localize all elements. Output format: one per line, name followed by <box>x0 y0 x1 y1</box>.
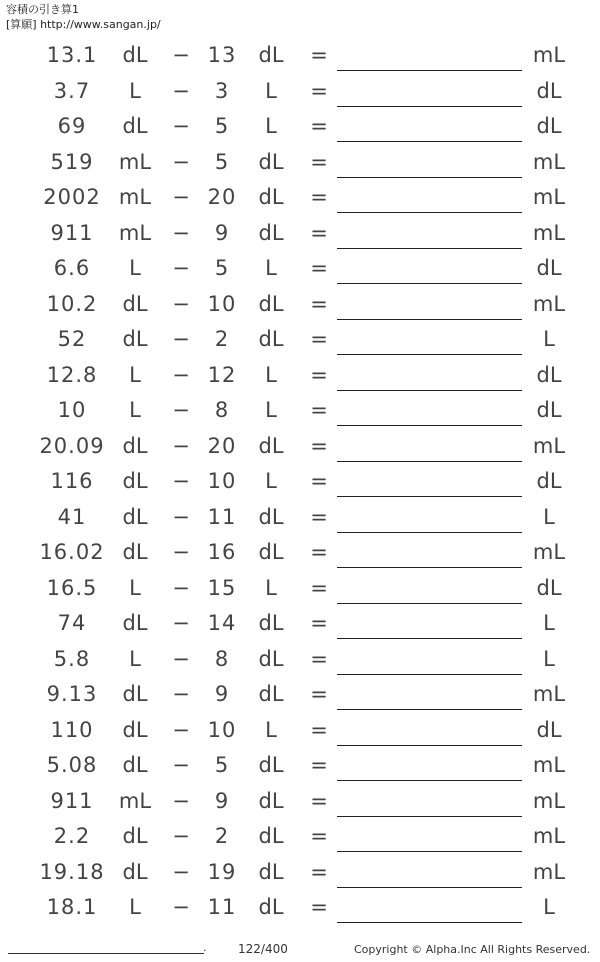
problem-row <box>0 642 600 678</box>
problem-row <box>0 571 600 607</box>
answer-blank[interactable] <box>337 106 522 107</box>
subtrahend-unit: L <box>265 575 277 600</box>
minus-sign: − <box>172 398 190 422</box>
name-blank-line[interactable] <box>8 953 204 954</box>
minuend-value: 5.08 <box>46 753 98 777</box>
subtrahend-value: 19 <box>207 859 237 884</box>
problem-row <box>0 855 600 891</box>
subtrahend-unit: dL <box>258 682 284 706</box>
minuend-value: 19.18 <box>39 859 105 884</box>
problem-row <box>0 145 600 181</box>
subtrahend-value: 15 <box>207 575 237 600</box>
equals-sign: = <box>310 114 328 138</box>
answer-blank[interactable] <box>337 638 522 639</box>
answer-unit: L <box>543 895 555 919</box>
subtrahend-value: 9 <box>214 220 230 245</box>
equals-sign: = <box>310 469 328 493</box>
equals-sign: = <box>310 824 328 848</box>
minuend-value: 10 <box>57 398 87 422</box>
subtrahend-value: 11 <box>207 895 237 919</box>
minuend-unit: mL <box>118 788 152 813</box>
answer-blank[interactable] <box>337 390 522 391</box>
subtrahend-unit: L <box>265 362 277 387</box>
minuend-unit: L <box>129 895 141 919</box>
minuend-unit: dL <box>122 611 148 635</box>
minuend-value: 16.02 <box>39 540 105 564</box>
answer-unit: mL <box>532 291 566 316</box>
answer-unit: mL <box>532 753 566 777</box>
minuend-value: 69 <box>57 114 87 138</box>
equals-sign: = <box>310 788 328 813</box>
equals-sign: = <box>310 78 328 103</box>
subtrahend-value: 5 <box>214 256 230 280</box>
minuend-value: 16.5 <box>46 575 98 600</box>
footer <box>0 938 600 962</box>
subtrahend-value: 11 <box>207 504 237 529</box>
equals-sign: = <box>310 433 328 458</box>
subtrahend-value: 2 <box>214 327 230 351</box>
problem-row <box>0 713 600 749</box>
subtrahend-value: 10 <box>207 469 237 493</box>
problem-row <box>0 464 600 500</box>
answer-blank[interactable] <box>337 70 522 71</box>
subtrahend-unit: dL <box>258 327 284 351</box>
subtrahend-unit: L <box>265 717 277 742</box>
minuend-value: 12.8 <box>46 362 98 387</box>
answer-unit: L <box>543 504 555 529</box>
minuend-unit: dL <box>122 824 148 848</box>
answer-unit: dL <box>536 469 562 493</box>
answer-unit: mL <box>532 433 566 458</box>
subtrahend-unit: dL <box>258 753 284 777</box>
subtrahend-unit: dL <box>258 611 284 635</box>
subtrahend-value: 8 <box>214 646 230 671</box>
subtrahend-value: 9 <box>214 682 230 706</box>
subtrahend-value: 14 <box>207 611 237 635</box>
minuend-value: 911 <box>50 220 94 245</box>
answer-unit: mL <box>532 859 566 884</box>
answer-unit: L <box>543 646 555 671</box>
minus-sign: − <box>172 469 190 493</box>
subtrahend-unit: dL <box>258 540 284 564</box>
subtrahend-unit: dL <box>258 788 284 813</box>
answer-blank[interactable] <box>337 709 522 710</box>
equals-sign: = <box>310 859 328 884</box>
minus-sign: − <box>172 78 190 103</box>
minus-sign: − <box>172 788 190 813</box>
problem-row <box>0 322 600 358</box>
problem-row <box>0 180 600 216</box>
equals-sign: = <box>310 646 328 671</box>
equals-sign: = <box>310 362 328 387</box>
minus-sign: − <box>172 291 190 316</box>
answer-blank[interactable] <box>337 532 522 533</box>
answer-unit: mL <box>532 682 566 706</box>
minus-sign: − <box>172 753 190 777</box>
minuend-value: 116 <box>50 469 94 493</box>
minuend-unit: mL <box>118 149 152 174</box>
minus-sign: − <box>172 540 190 564</box>
problem-row <box>0 74 600 110</box>
minuend-value: 18.1 <box>46 895 98 919</box>
equals-sign: = <box>310 575 328 600</box>
minus-sign: − <box>172 646 190 671</box>
problem-row <box>0 677 600 713</box>
equals-sign: = <box>310 256 328 280</box>
answer-blank[interactable] <box>337 816 522 817</box>
answer-blank[interactable] <box>337 674 522 675</box>
minus-sign: − <box>172 575 190 600</box>
answer-blank[interactable] <box>337 496 522 497</box>
answer-unit: dL <box>536 78 562 103</box>
minus-sign: − <box>172 859 190 884</box>
equals-sign: = <box>310 185 328 209</box>
subtrahend-unit: dL <box>258 291 284 316</box>
problem-list <box>0 38 600 926</box>
equals-sign: = <box>310 540 328 564</box>
answer-blank[interactable] <box>337 461 522 462</box>
minuend-value: 10.2 <box>46 291 98 316</box>
subtrahend-unit: L <box>265 256 277 280</box>
answer-unit: dL <box>536 717 562 742</box>
minuend-value: 41 <box>57 504 87 529</box>
answer-unit: mL <box>532 149 566 174</box>
minuend-unit: dL <box>122 291 148 316</box>
minuend-unit: dL <box>122 717 148 742</box>
equals-sign: = <box>310 504 328 529</box>
minuend-unit: L <box>129 575 141 600</box>
footer-dot: . <box>203 941 207 954</box>
subtrahend-value: 10 <box>207 291 237 316</box>
answer-blank[interactable] <box>337 141 522 142</box>
minus-sign: − <box>172 114 190 138</box>
minuend-value: 20.09 <box>39 433 105 458</box>
minus-sign: − <box>172 362 190 387</box>
minuend-value: 74 <box>57 611 87 635</box>
worksheet-header <box>6 2 161 32</box>
answer-unit: dL <box>536 398 562 422</box>
minus-sign: − <box>172 149 190 174</box>
equals-sign: = <box>310 327 328 351</box>
minuend-value: 13.1 <box>46 43 98 67</box>
minus-sign: − <box>172 43 190 67</box>
minuend-unit: dL <box>122 433 148 458</box>
answer-blank[interactable] <box>337 780 522 781</box>
minuend-unit: L <box>129 256 141 280</box>
minus-sign: − <box>172 327 190 351</box>
minuend-unit: mL <box>118 185 152 209</box>
minuend-value: 2002 <box>43 185 101 209</box>
subtrahend-unit: L <box>265 114 277 138</box>
subtrahend-unit: dL <box>258 43 284 67</box>
minus-sign: − <box>172 824 190 848</box>
minuend-value: 3.7 <box>53 78 91 103</box>
problem-row <box>0 429 600 465</box>
answer-blank[interactable] <box>337 248 522 249</box>
answer-blank[interactable] <box>337 354 522 355</box>
answer-unit: L <box>543 327 555 351</box>
answer-blank[interactable] <box>337 283 522 284</box>
answer-blank[interactable] <box>337 567 522 568</box>
minuend-unit: dL <box>122 540 148 564</box>
subtrahend-unit: dL <box>258 504 284 529</box>
answer-unit: mL <box>532 824 566 848</box>
answer-unit: dL <box>536 362 562 387</box>
problem-row <box>0 287 600 323</box>
answer-unit: mL <box>532 43 566 67</box>
subtrahend-value: 13 <box>207 43 237 67</box>
answer-unit: L <box>543 611 555 635</box>
source-url: [算願] http://www.sangan.jp/ <box>6 18 161 31</box>
worksheet-title: 容積の引き算1 <box>6 3 79 16</box>
subtrahend-value: 8 <box>214 398 230 422</box>
answer-blank[interactable] <box>337 425 522 426</box>
problem-row <box>0 358 600 394</box>
answer-unit: mL <box>532 185 566 209</box>
subtrahend-value: 16 <box>207 540 237 564</box>
problem-row <box>0 500 600 536</box>
answer-blank[interactable] <box>337 603 522 604</box>
subtrahend-unit: dL <box>258 185 284 209</box>
minuend-unit: dL <box>122 327 148 351</box>
subtrahend-unit: dL <box>258 433 284 458</box>
problem-row <box>0 784 600 820</box>
problem-row <box>0 748 600 784</box>
subtrahend-unit: L <box>265 469 277 493</box>
minus-sign: − <box>172 220 190 245</box>
equals-sign: = <box>310 220 328 245</box>
problem-row <box>0 109 600 145</box>
subtrahend-value: 3 <box>214 78 230 103</box>
subtrahend-value: 5 <box>214 149 230 174</box>
answer-blank[interactable] <box>337 887 522 888</box>
minuend-value: 2.2 <box>53 824 91 848</box>
equals-sign: = <box>310 611 328 635</box>
subtrahend-unit: dL <box>258 220 284 245</box>
problem-row <box>0 216 600 252</box>
subtrahend-unit: L <box>265 78 277 103</box>
equals-sign: = <box>310 682 328 706</box>
subtrahend-value: 5 <box>214 114 230 138</box>
subtrahend-value: 2 <box>214 824 230 848</box>
problem-row <box>0 890 600 926</box>
minus-sign: − <box>172 256 190 280</box>
answer-blank[interactable] <box>337 212 522 213</box>
answer-blank[interactable] <box>337 922 522 923</box>
minuend-unit: L <box>129 78 141 103</box>
minuend-value: 6.6 <box>53 256 91 280</box>
problem-row <box>0 251 600 287</box>
minuend-unit: L <box>129 646 141 671</box>
minuend-value: 519 <box>50 149 94 174</box>
minuend-unit: dL <box>122 469 148 493</box>
answer-blank[interactable] <box>337 745 522 746</box>
problem-row <box>0 393 600 429</box>
subtrahend-unit: dL <box>258 859 284 884</box>
problem-row <box>0 38 600 74</box>
subtrahend-unit: dL <box>258 149 284 174</box>
answer-blank[interactable] <box>337 177 522 178</box>
subtrahend-value: 5 <box>214 753 230 777</box>
subtrahend-unit: dL <box>258 824 284 848</box>
minus-sign: − <box>172 185 190 209</box>
minuend-unit: L <box>129 362 141 387</box>
equals-sign: = <box>310 398 328 422</box>
subtrahend-unit: dL <box>258 895 284 919</box>
equals-sign: = <box>310 291 328 316</box>
minuend-unit: L <box>129 398 141 422</box>
answer-unit: mL <box>532 220 566 245</box>
minuend-unit: dL <box>122 504 148 529</box>
minus-sign: − <box>172 611 190 635</box>
minuend-value: 110 <box>50 717 94 742</box>
minuend-value: 5.8 <box>53 646 91 671</box>
minuend-unit: dL <box>122 753 148 777</box>
minuend-unit: dL <box>122 114 148 138</box>
equals-sign: = <box>310 149 328 174</box>
minus-sign: − <box>172 682 190 706</box>
answer-unit: mL <box>532 540 566 564</box>
subtrahend-unit: dL <box>258 646 284 671</box>
answer-unit: dL <box>536 575 562 600</box>
problem-row <box>0 535 600 571</box>
subtrahend-value: 12 <box>207 362 237 387</box>
answer-unit: dL <box>536 114 562 138</box>
subtrahend-value: 20 <box>207 433 237 458</box>
problem-row <box>0 819 600 855</box>
copyright: Copyright © Alpha.Inc All Rights Reserved. <box>354 943 591 956</box>
minuend-value: 9.13 <box>46 682 98 706</box>
subtrahend-value: 20 <box>207 185 237 209</box>
problem-row <box>0 606 600 642</box>
minuend-unit: dL <box>122 859 148 884</box>
subtrahend-unit: L <box>265 398 277 422</box>
equals-sign: = <box>310 895 328 919</box>
minuend-value: 911 <box>50 788 94 813</box>
equals-sign: = <box>310 717 328 742</box>
subtrahend-value: 10 <box>207 717 237 742</box>
minus-sign: − <box>172 433 190 458</box>
answer-blank[interactable] <box>337 319 522 320</box>
equals-sign: = <box>310 43 328 67</box>
subtrahend-value: 9 <box>214 788 230 813</box>
minus-sign: − <box>172 717 190 742</box>
answer-unit: mL <box>532 788 566 813</box>
answer-blank[interactable] <box>337 851 522 852</box>
minuend-unit: mL <box>118 220 152 245</box>
page-number: 122/400 <box>238 942 288 956</box>
minus-sign: − <box>172 895 190 919</box>
answer-unit: dL <box>536 256 562 280</box>
minus-sign: − <box>172 504 190 529</box>
equals-sign: = <box>310 753 328 777</box>
minuend-unit: dL <box>122 682 148 706</box>
minuend-unit: dL <box>122 43 148 67</box>
minuend-value: 52 <box>57 327 87 351</box>
